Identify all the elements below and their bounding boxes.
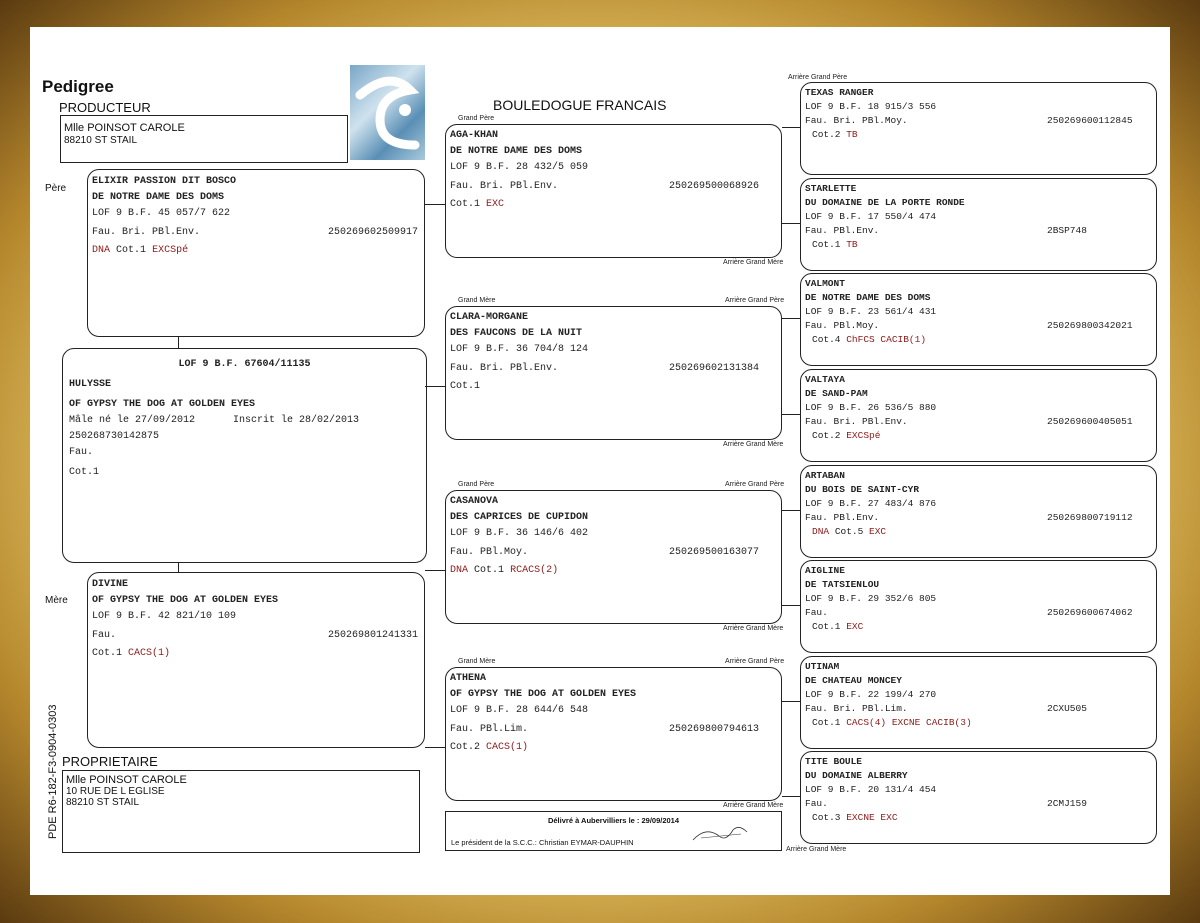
great-grandparent-award: EXC xyxy=(869,526,887,537)
great-grandparent-role-label: Arrière Grand Mère xyxy=(723,625,784,632)
grandparent-name: CLARA-MORGANE xyxy=(450,312,529,323)
subject-affix: OF GYPSY THE DOG AT GOLDEN EYES xyxy=(69,399,256,410)
grandparent-name: ATHENA xyxy=(450,673,487,684)
great-grandparent-lof: LOF 9 B.F. 29 352/6 805 xyxy=(805,593,937,604)
great-grandparent-chip: 250269800342021 xyxy=(1047,320,1133,331)
great-grandparent-affix: DE SAND-PAM xyxy=(805,388,868,399)
grandparent-award: RCACS(2) xyxy=(510,565,559,576)
great-grandparent-cot: Cot.2 xyxy=(812,129,841,140)
producer-label: PRODUCTEUR xyxy=(59,100,151,115)
great-grandparent-name: STARLETTE xyxy=(805,183,857,194)
great-grandparent-chip: 2CXU505 xyxy=(1047,703,1087,714)
connector-line xyxy=(782,127,800,128)
subject-chip: 250268730142875 xyxy=(69,431,160,442)
grandparent-name: CASANOVA xyxy=(450,496,499,507)
great-grandparent-affix: DE NOTRE DAME DES DOMS xyxy=(805,292,931,303)
great-grandparent-color: Fau. PBl.Env. xyxy=(805,225,880,236)
great-grandparent-role-label: Arrière Grand Père xyxy=(725,297,785,304)
great-grandparent-color: Fau. xyxy=(805,607,828,618)
connector-line xyxy=(178,563,179,572)
subject-lof: LOF 9 B.F. 67604/11135 xyxy=(178,359,311,370)
great-grandparent-color: Fau. Bri. PBl.Env. xyxy=(805,416,908,427)
breed-title: BOULEDOGUE FRANCAIS xyxy=(493,97,667,113)
grandparent-cot: Cot.1 xyxy=(474,565,505,576)
subject-name: HULYSSE xyxy=(69,379,112,390)
great-grandparent-name: UTINAM xyxy=(805,661,840,672)
great-grandparent-chip: 250269600405051 xyxy=(1047,416,1133,427)
great-grandparent-role-label: Arrière Grand Père xyxy=(788,74,848,81)
great-grandparent-box xyxy=(800,656,1157,749)
connector-line xyxy=(782,414,800,415)
subject-registered: Inscrit le 28/02/2013 xyxy=(233,415,360,426)
dam-affix: OF GYPSY THE DOG AT GOLDEN EYES xyxy=(92,595,279,606)
great-grandparent-lof: LOF 9 B.F. 17 550/4 474 xyxy=(805,211,937,222)
great-grandparent-chip: 2CMJ159 xyxy=(1047,798,1087,809)
great-grandparent-box xyxy=(800,178,1157,271)
great-grandparent-affix: DU DOMAINE DE LA PORTE RONDE xyxy=(805,197,965,208)
great-grandparent-cot: Cot.1 xyxy=(812,239,841,250)
grandparent-name: AGA-KHAN xyxy=(450,130,499,141)
great-grandparent-name: VALMONT xyxy=(805,278,845,289)
dam-color: Fau. xyxy=(92,630,117,641)
great-grandparent-lof: LOF 9 B.F. 26 536/5 880 xyxy=(805,402,937,413)
sire-label: Père xyxy=(45,183,67,194)
great-grandparent-cot: Cot.5 xyxy=(834,526,864,537)
great-grandparent-cot: Cot.3 xyxy=(812,812,841,823)
grandparent-color: Fau. PBl.Moy. xyxy=(450,547,529,558)
dam-lof: LOF 9 B.F. 42 821/10 109 xyxy=(92,611,237,622)
grandparent-color: Fau. Bri. PBl.Env. xyxy=(450,363,559,374)
great-grandparent-role-label: Arrière Grand Mère xyxy=(723,802,784,809)
great-grandparent-lof: LOF 9 B.F. 22 199/4 270 xyxy=(805,689,937,700)
great-grandparent-cot: Cot.2 xyxy=(812,430,841,441)
dam-label: Mère xyxy=(45,595,68,606)
certification-box xyxy=(445,811,782,851)
great-grandparent-color: Fau. Bri. PBl.Lim. xyxy=(805,703,908,714)
grandparent-lof: LOF 9 B.F. 28 644/6 548 xyxy=(450,705,589,716)
grandparent-cot: Cot.1 xyxy=(450,381,481,392)
great-grandparent-cot: Cot.4 xyxy=(812,334,841,345)
great-grandparent-name: TITE BOULE xyxy=(805,756,863,767)
grandparent-affix: OF GYPSY THE DOG AT GOLDEN EYES xyxy=(450,689,637,700)
great-grandparent-lof: LOF 9 B.F. 23 561/4 431 xyxy=(805,306,937,317)
great-grandparent-lof: LOF 9 B.F. 18 915/3 556 xyxy=(805,101,937,112)
great-grandparent-chip: 2BSP748 xyxy=(1047,225,1087,236)
grandparent-color: Fau. PBl.Lim. xyxy=(450,724,529,735)
sire-cot: Cot.1 xyxy=(116,245,147,256)
producer-box xyxy=(60,115,348,163)
great-grandparent-role-label: Arrière Grand Père xyxy=(725,658,785,665)
great-grandparent-chip: 250269800719112 xyxy=(1047,512,1133,523)
grandparent-role-label: Grand Père xyxy=(458,481,495,488)
subject-color: Fau. xyxy=(69,447,94,458)
signature-icon xyxy=(691,822,751,846)
dam-chip: 250269801241331 xyxy=(327,630,418,641)
great-grandparent-dna: DNA xyxy=(812,526,830,537)
sire-box xyxy=(87,169,425,337)
grandparent-lof: LOF 9 B.F. 28 432/5 059 xyxy=(450,162,589,173)
connector-line xyxy=(425,570,445,571)
dam-award: CACS(1) xyxy=(128,648,171,659)
scc-logo xyxy=(350,65,425,160)
connector-line xyxy=(782,605,800,606)
side-code: PDE R6-182-F3-0904-0303 xyxy=(47,704,59,839)
great-grandparent-role-label: Arrière Grand Mère xyxy=(723,441,784,448)
great-grandparent-award: CACS(4) EXCNE CACIB(3) xyxy=(846,717,972,728)
great-grandparent-affix: DE CHATEAU MONCEY xyxy=(805,675,902,686)
subject-box xyxy=(62,348,427,563)
great-grandparent-affix: DU DOMAINE ALBERRY xyxy=(805,770,908,781)
great-grandparent-award: TB xyxy=(846,239,858,250)
great-grandparent-cot: Cot.1 xyxy=(812,621,841,632)
grandparent-lof: LOF 9 B.F. 36 704/8 124 xyxy=(450,344,589,355)
great-grandparent-award: ChFCS CACIB(1) xyxy=(846,334,927,345)
grandparent-role-label: Grand Père xyxy=(458,115,495,122)
great-grandparent-box xyxy=(800,751,1157,844)
great-grandparent-name: TEXAS RANGER xyxy=(805,87,874,98)
grandparent-affix: DES FAUCONS DE LA NUIT xyxy=(450,328,583,339)
great-grandparent-affix: DE TATSIENLOU xyxy=(805,579,880,590)
grandparent-chip: 250269602131384 xyxy=(668,363,759,374)
great-grandparent-chip: 250269600674062 xyxy=(1047,607,1133,618)
great-grandparent-box xyxy=(800,273,1157,366)
connector-line xyxy=(425,747,445,748)
producer-address: 88210 ST STAIL xyxy=(64,135,138,146)
great-grandparent-color: Fau. Bri. PBl.Moy. xyxy=(805,115,908,126)
grandparent-box xyxy=(445,306,782,440)
connector-line xyxy=(782,510,800,511)
great-grandparent-award: EXCNE EXC xyxy=(846,812,898,823)
great-grandparent-box xyxy=(800,560,1157,653)
sire-award: EXCSpé xyxy=(152,245,189,256)
great-grandparent-role-label: Arrière Grand Mère xyxy=(723,259,784,266)
great-grandparent-box xyxy=(800,369,1157,462)
grandparent-box xyxy=(445,490,782,624)
grandparent-affix: DE NOTRE DAME DES DOMS xyxy=(450,146,583,157)
dam-name: DIVINE xyxy=(92,579,129,590)
sire-name: ELIXIR PASSION DIT BOSCO xyxy=(92,176,237,187)
sire-chip: 250269602509917 xyxy=(327,227,418,238)
connector-line xyxy=(782,223,800,224)
subject-cot: Cot.1 xyxy=(69,467,100,478)
grandparent-cot: Cot.2 xyxy=(450,742,481,753)
great-grandparent-lof: LOF 9 B.F. 20 131/4 454 xyxy=(805,784,937,795)
great-grandparent-box xyxy=(800,465,1157,558)
great-grandparent-role-label: Arrière Grand Mère xyxy=(786,846,847,853)
great-grandparent-name: ARTABAN xyxy=(805,470,845,481)
connector-line xyxy=(782,318,800,319)
owner-address-line1: 10 RUE DE L EGLISE xyxy=(66,786,165,797)
sire-color: Fau. Bri. PBl.Env. xyxy=(92,227,201,238)
great-grandparent-cot: Cot.1 xyxy=(812,717,841,728)
page-title: Pedigree xyxy=(42,77,114,96)
grandparent-chip: 250269800794613 xyxy=(668,724,759,735)
great-grandparent-name: VALTAYA xyxy=(805,374,845,385)
connector-line xyxy=(178,337,179,348)
owner-name: Mlle POINSOT CAROLE xyxy=(66,774,187,786)
grandparent-box xyxy=(445,124,782,258)
grandparent-cot: Cot.1 xyxy=(450,199,481,210)
grandparent-role-label: Grand Mère xyxy=(458,658,496,665)
subject-born: Mâle né le 27/09/2012 xyxy=(69,415,196,426)
great-grandparent-color: Fau. PBl.Env. xyxy=(805,512,880,523)
delivery-note: Délivré à Aubervilliers le : 29/09/2014 xyxy=(547,816,680,825)
great-grandparent-award: EXC xyxy=(846,621,864,632)
sire-dna: DNA xyxy=(92,245,111,256)
producer-name: Mlle POINSOT CAROLE xyxy=(64,122,185,134)
grandparent-affix: DES CAPRICES DE CUPIDON xyxy=(450,512,589,523)
dam-box xyxy=(87,572,425,748)
president-note: Le président de la S.C.C.: Christian EYMAR-DAUPHIN xyxy=(451,838,634,847)
grandparent-award: EXC xyxy=(486,199,505,210)
side-reference xyxy=(47,704,61,839)
grandparent-role-label: Grand Mère xyxy=(458,297,496,304)
sire-affix: DE NOTRE DAME DES DOMS xyxy=(92,192,225,203)
sire-lof: LOF 9 B.F. 45 057/7 622 xyxy=(92,208,231,219)
grandparent-award: CACS(1) xyxy=(486,742,529,753)
great-grandparent-lof: LOF 9 B.F. 27 483/4 876 xyxy=(805,498,937,509)
grandparent-box xyxy=(445,667,782,801)
owner-address-line2: 88210 ST STAIL xyxy=(66,797,140,808)
great-grandparent-box xyxy=(800,82,1157,175)
connector-line xyxy=(425,386,445,387)
connector-line xyxy=(425,204,445,205)
great-grandparent-affix: DU BOIS DE SAINT-CYR xyxy=(805,484,920,495)
owner-label: PROPRIETAIRE xyxy=(62,754,158,769)
connector-line xyxy=(782,796,800,797)
great-grandparent-color: Fau. xyxy=(805,798,828,809)
great-grandparent-color: Fau. PBl.Moy. xyxy=(805,320,880,331)
great-grandparent-chip: 250269600112845 xyxy=(1047,115,1133,126)
great-grandparent-award: EXCSpé xyxy=(846,430,881,441)
grandparent-lof: LOF 9 B.F. 36 146/6 402 xyxy=(450,528,589,539)
grandparent-dna: DNA xyxy=(450,565,469,576)
owner-box xyxy=(62,770,420,853)
connector-line xyxy=(782,701,800,702)
grandparent-chip: 250269500163077 xyxy=(668,547,759,558)
great-grandparent-role-label: Arrière Grand Père xyxy=(725,481,785,488)
dam-cot: Cot.1 xyxy=(92,648,123,659)
grandparent-chip: 250269500068926 xyxy=(668,181,759,192)
grandparent-color: Fau. Bri. PBl.Env. xyxy=(450,181,559,192)
pedigree-document xyxy=(30,27,1170,895)
great-grandparent-name: AIGLINE xyxy=(805,565,845,576)
great-grandparent-award: TB xyxy=(846,129,858,140)
